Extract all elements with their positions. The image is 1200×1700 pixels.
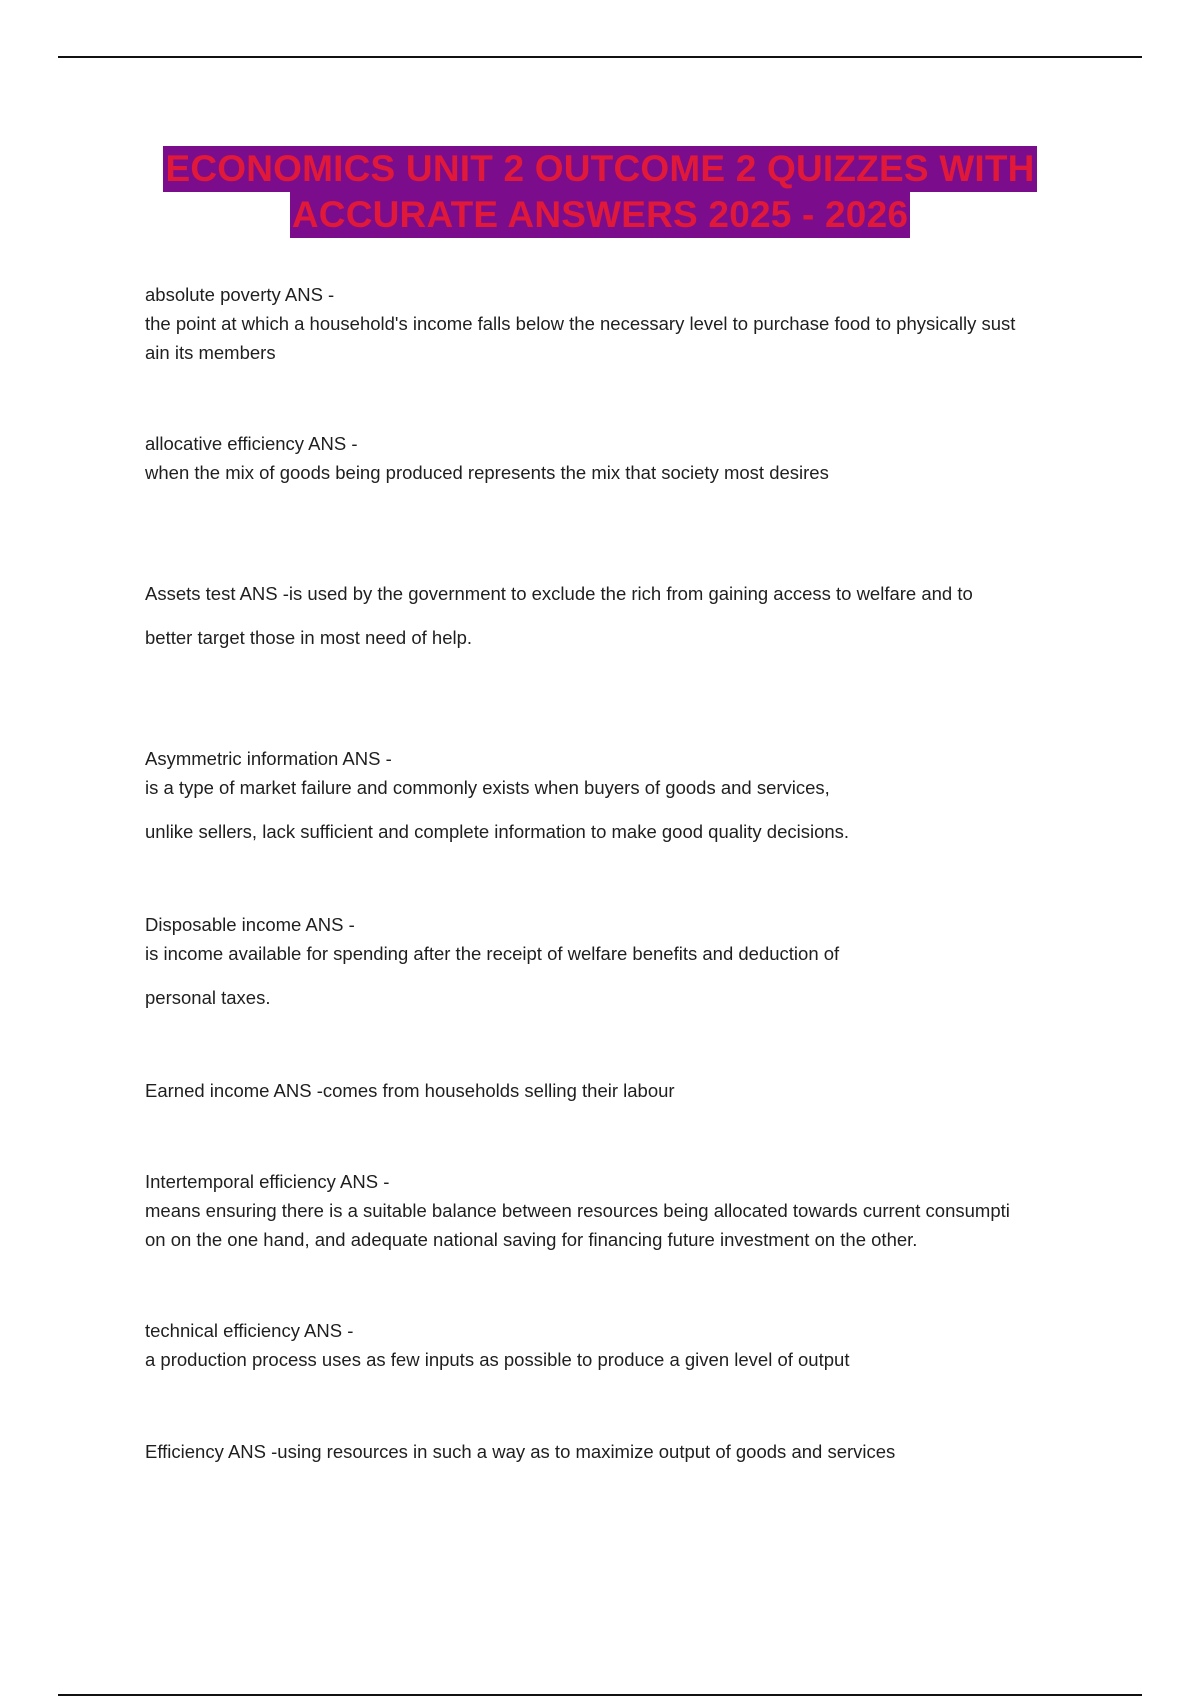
title-line-1: ECONOMICS UNIT 2 OUTCOME 2 QUIZZES WITH [163, 146, 1036, 192]
top-rule [58, 56, 1142, 58]
bottom-rule [58, 1694, 1142, 1696]
entry-answer-line: when the mix of goods being produced represents the mix that society most desires [145, 462, 829, 483]
entry-term-answer: Efficiency ANS -using resources in such a way as to maximize output of goods and services [145, 1441, 896, 1462]
entry-answer-line: means ensuring there is a suitable balance between resources being allocated towards current consumpti [145, 1200, 1010, 1221]
entry-answer-line: ain its members [145, 342, 276, 363]
title-line-2: ACCURATE ANSWERS 2025 - 2026 [290, 192, 910, 238]
entry-term: Intertemporal efficiency ANS - [145, 1171, 390, 1192]
qa-entry-absolute-poverty [145, 280, 1015, 367]
entry-term: absolute poverty ANS - [145, 284, 335, 305]
qa-entry-intertemporal-efficiency [145, 1167, 1010, 1254]
entry-answer-line: personal taxes. [145, 987, 271, 1008]
entry-term: Asymmetric information ANS - [145, 748, 392, 769]
entry-answer-line: is income available for spending after the receipt of welfare benefits and deduction of [145, 943, 840, 964]
entry-term: allocative efficiency ANS - [145, 433, 358, 454]
entry-answer-line: is a type of market failure and commonly exists when buyers of goods and services, [145, 777, 830, 798]
entry-answer-line: the point at which a household's income falls below the necessary level to purchase food to physically sust [145, 313, 1016, 334]
entry-term: Disposable income ANS - [145, 914, 355, 935]
entry-term-answer: Earned income ANS -comes from households selling their labour [145, 1080, 675, 1101]
entry-term-answer: Assets test ANS -is used by the government to exclude the rich from gaining access to welfare and to [145, 583, 973, 604]
entry-term: technical efficiency ANS - [145, 1320, 354, 1341]
qa-entry-disposable-income [145, 910, 839, 1012]
qa-entry-efficiency [145, 1437, 895, 1466]
entry-answer-line: on on the one hand, and adequate national saving for financing future investment on the other. [145, 1229, 918, 1250]
entry-answer-line: better target those in most need of help. [145, 627, 473, 648]
qa-entry-earned-income [145, 1076, 675, 1105]
qa-entry-assets-test [145, 579, 973, 652]
qa-entry-technical-efficiency [145, 1316, 849, 1374]
qa-entry-allocative-efficiency [145, 429, 829, 487]
entry-answer-line: a production process uses as few inputs as possible to produce a given level of output [145, 1349, 850, 1370]
qa-entry-asymmetric-information [145, 744, 849, 846]
document-title [0, 146, 1200, 238]
entry-answer-line: unlike sellers, lack sufficient and complete information to make good quality decisions. [145, 821, 850, 842]
